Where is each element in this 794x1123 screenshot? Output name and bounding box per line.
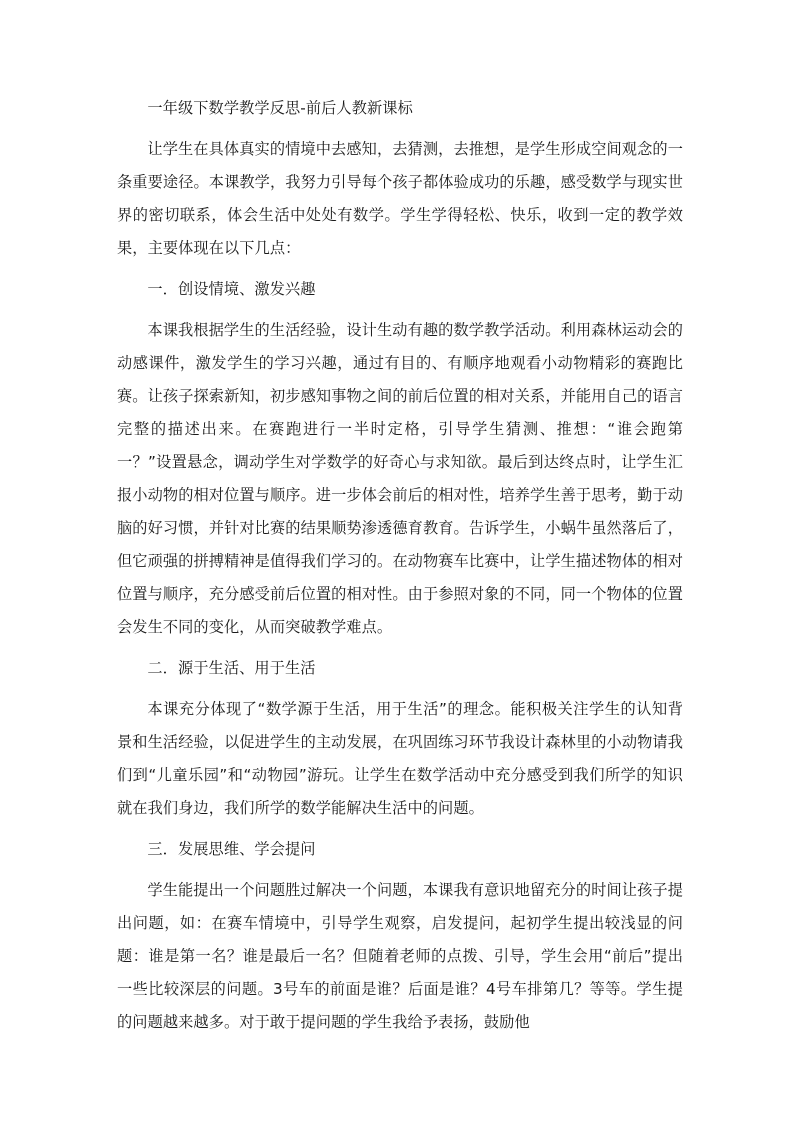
document-title: 一年级下数学教学反思-前后人教新课标	[147, 99, 413, 117]
section-3-paragraph: 学生能提出一个问题胜过解决一个问题，本课我有意识地留充分的时间让孩子提出问题，如：在赛车情境中，引导学生观察，启发提问，起初学生提出较浅显的问题：谁是第一名？谁是最后一名？但随着老师的点拨、引导，学生会用“前后”提出一些比较深层的问题。3号车的前面是谁？后面是谁？4号车排第几？等等。学生提的问题越来越多。对于敢于提问题的学生我给予表扬，鼓励他	[117, 881, 683, 1031]
document-body	[117, 92, 683, 1039]
section-1-paragraph: 本课我根据学生的生活经验，设计生动有趣的数学教学活动。利用森林运动会的动感课件，激发学生的学习兴趣，通过有目的、有顺序地观看小动物精彩的赛跑比赛。让孩子探索新知，初步感知事物之间的前后位置的相对关系，并能用自己的语言完整的描述出来。在赛跑进行一半时定格，引导学生猜测、推想：“谁会跑第一？”设置悬念，调动学生对学数学的好奇心与求知欲。最后到达终点时，让学生汇报小动物的相对位置与顺序。进一步体会前后的相对性，培养学生善于思考，勤于动脑的好习惯，并针对比赛的结果顺势渗透德育教育。告诉学生，小蜗牛虽然落后了，但它顽强的拼搏精神是值得我们学习的。在动物赛车比赛中，让学生描述物体的相对位置与顺序，充分感受前后位置的相对性。由于参照对象的不同，同一个物体的位置会发生不同的变化，从而突破教学难点。	[117, 321, 683, 636]
section-heading-2: 二．源于生活、用于生活	[147, 659, 316, 677]
section-2-paragraph: 本课充分体现了“数学源于生活，用于生活”的理念。能积极关注学生的认知背景和生活经验，以促进学生的主动发展，在巩固练习环节我设计森林里的小动物请我们到“儿童乐园”和“动物园”游玩。让学生在数学活动中充分感受到我们所学的知识就在我们身边，我们所学的数学能解决生活中的问题。	[117, 700, 683, 817]
intro-paragraph: 让学生在具体真实的情境中去感知，去猜测，去推想，是学生形成空间观念的一条重要途径。本课教学，我努力引导每个孩子都体验成功的乐趣，感受数学与现实世界的密切联系，体会生活中处处有数学。学生学得轻松、快乐，收到一定的教学效果，主要体现在以下几点：	[117, 140, 683, 257]
section-heading-3: 三．发展思维、学会提问	[147, 840, 316, 858]
section-heading-1: 一．创设情境、激发兴趣	[147, 280, 316, 298]
